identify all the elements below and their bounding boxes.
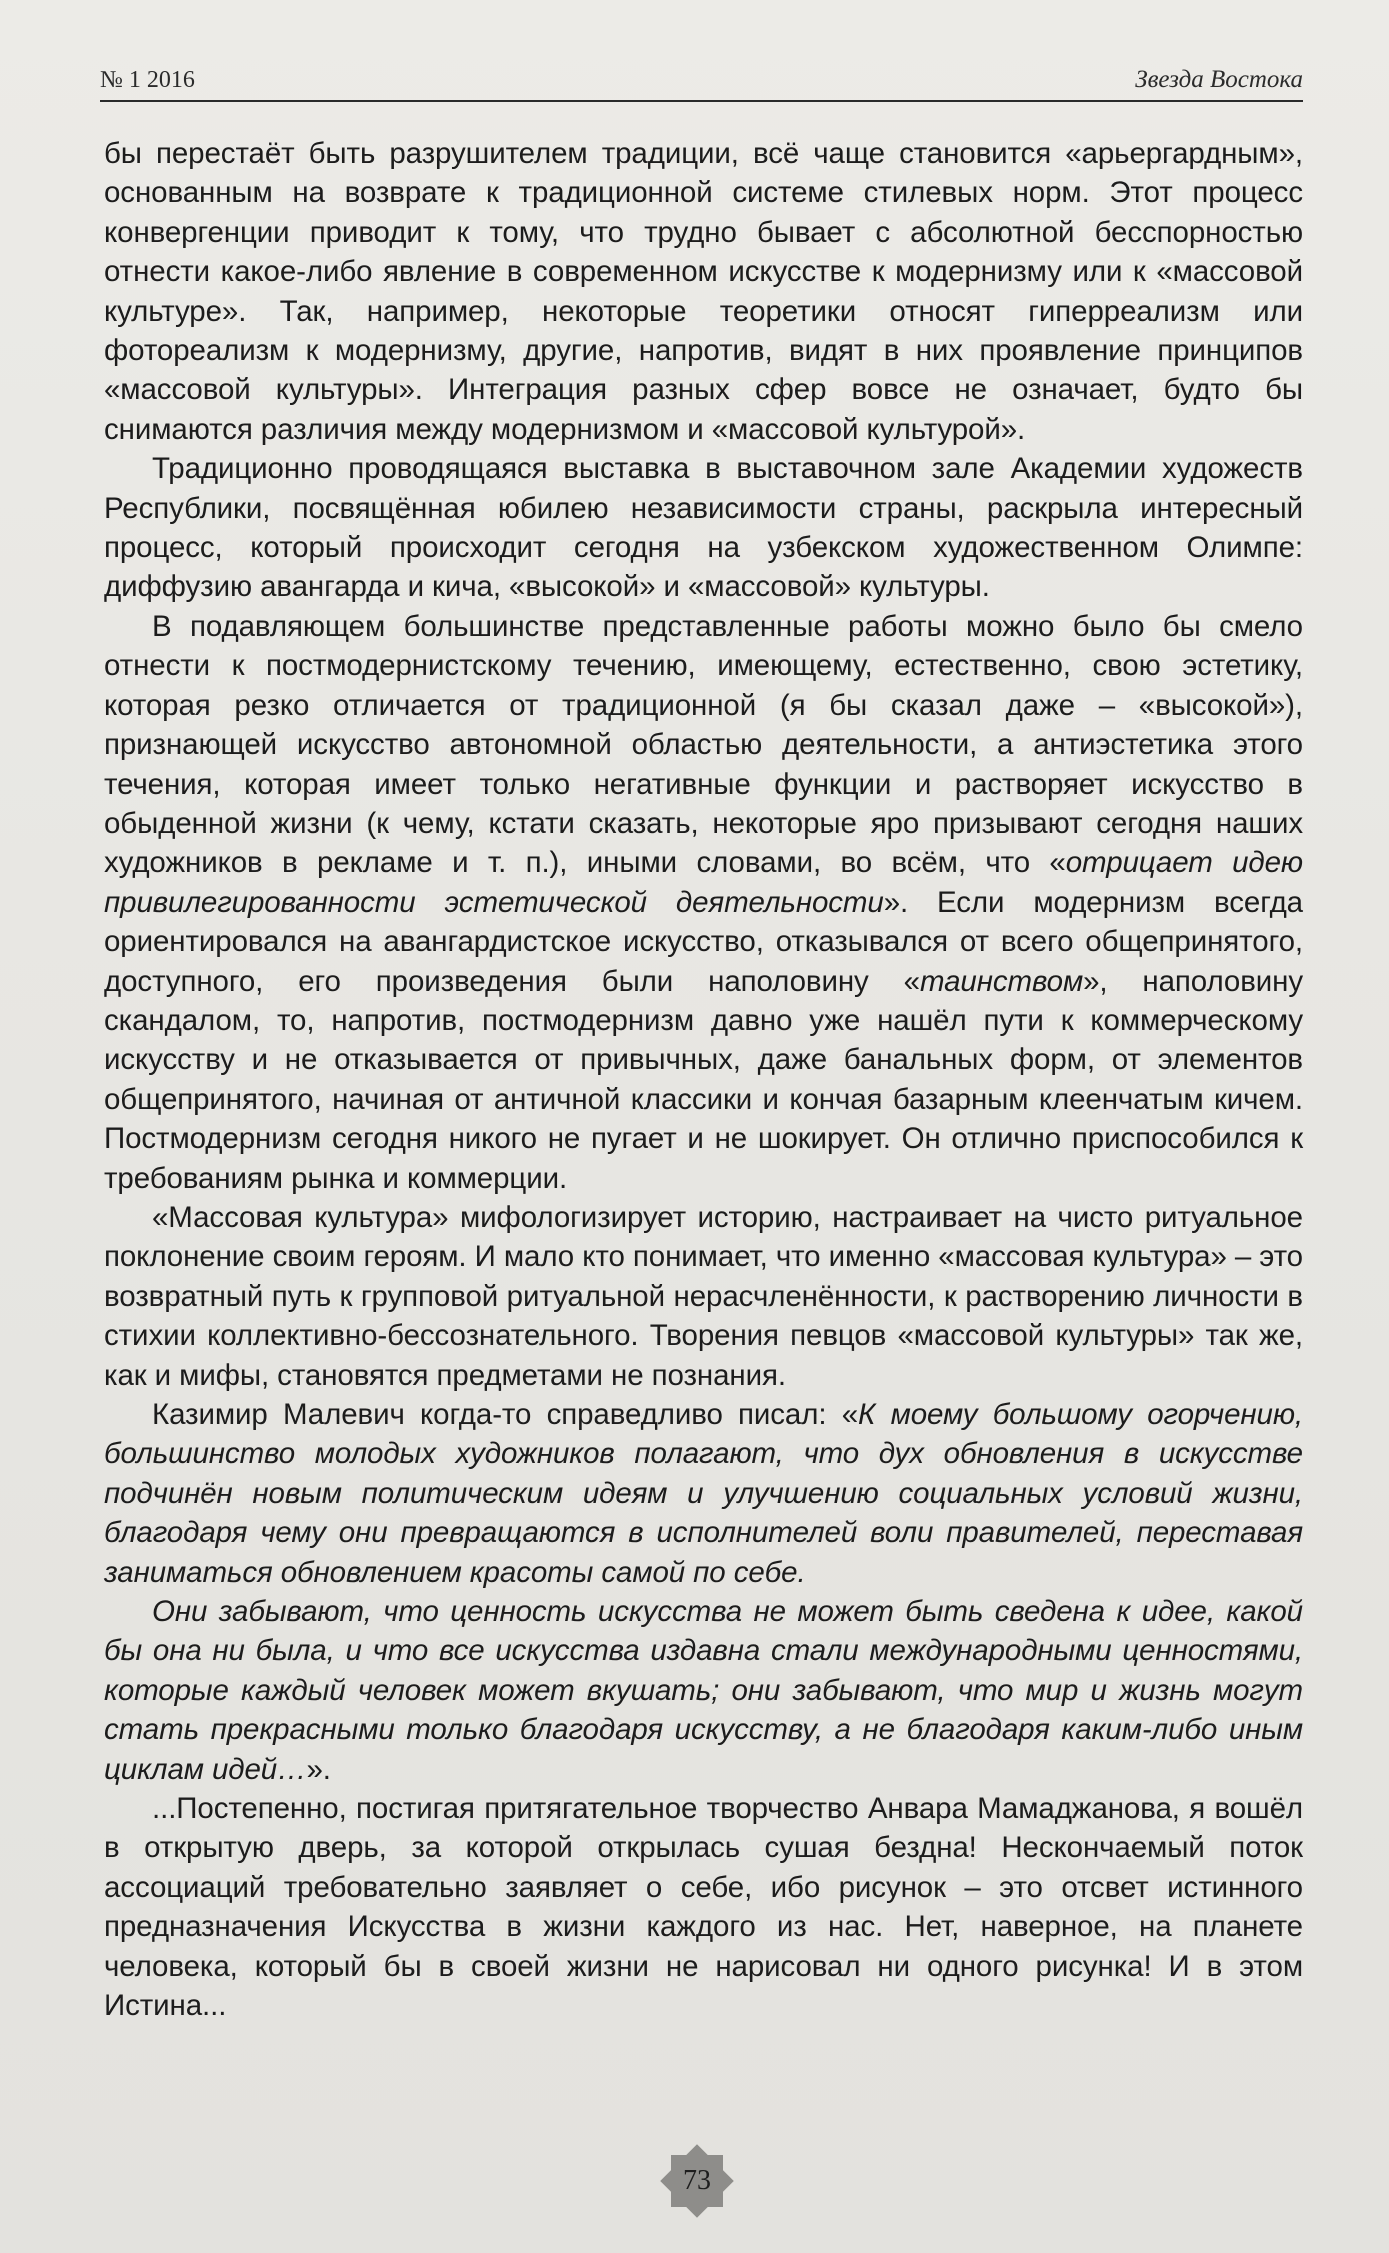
- paragraph-2: Традиционно проводящаяся выставка в выставочном зале Академии художеств Республики, посвящённая юбилею независимости страны, раскрыла интересный процесс, который происходит сегодня на узбекском художественном Олимпе: диффузию авангарда и кича, «высокой» и «массовой» культуры.: [104, 452, 1303, 604]
- paragraph-3: [104, 607, 1303, 1198]
- paragraph-3-quote: отрицает идею привилегированности эстетической деятельности: [104, 846, 1303, 919]
- paragraph-6-close: ».: [306, 1752, 331, 1786]
- page-number-badge: [660, 2144, 734, 2218]
- paragraph-3-italic-word: таинством: [919, 964, 1084, 998]
- issue-number: № 1 2016: [100, 67, 195, 93]
- paragraph-3-text-e: », наполовину скандалом, то, напротив, постмодернизм давно уже нашёл пути к коммерческому искусству и не отказывается от привычных, даже банальных форм, от элементов общепринятого, начиная от античной классики и кончая базарным клеенчатым кичем. Постмодернизм сегодня никого не пугает и не шокирует. Он отлично приспособился к требованиям рынка и коммерции.: [104, 964, 1303, 1195]
- article-body: [104, 134, 1303, 2026]
- paragraph-4: «Массовая культура» мифологизирует историю, настраивает на чисто ритуальное поклонение своим героям. И мало кто понимает, что именно «массовая культура» – это возвратный путь к групповой ритуальной нерасчленённости, к растворению личности в стихии коллективно-бессознательного. Творения певцов «массовой культуры» так же, как и мифы, становятся предметами не познания.: [104, 1200, 1303, 1392]
- journal-title: Звезда Востока: [1135, 66, 1303, 93]
- paragraph-1: бы перестаёт быть разрушителем традиции, всё чаще становится «арьергардным», основанным на возврате к традиционной системе стилевых норм. Этот процесс конвергенции приводит к тому, что трудно бывает с абсолютной бесспорностью отнести какое-либо явление в современном искусстве к модернизму или к «массовой культуре». Так, например, некоторые теоретики относят гиперреализм или фотореализм к модернизму, другие, напротив, видят в них проявление принципов «массовой культуры». Интеграция разных сфер вовсе не означает, будто бы снимаются различия между модернизмом и «массовой культурой».: [104, 137, 1303, 446]
- paragraph-6: [104, 1592, 1303, 1789]
- paragraph-3-text-a: В подавляющем большинстве представленные работы можно было бы смело отнести к постмодернистскому течению, имеющему, естественно, свою эстетику, которая резко отличается от традиционной (я бы сказал даже – «высокой»), признающей искусство автономной областью деятельности, а антиэстетика этого течения, которая имеет только негативные функции и растворяет искусство в обыденной жизни (к чему, кстати сказать, некоторые яро призывают сегодня наших художников в рекламе и т. п.), иными словами, во всём, что «: [104, 609, 1303, 880]
- malevich-quote-2: Они забывают, что ценность искусства не может быть сведена к идее, какой бы она ни была, и что все искусства издавна стали международными ценностями, которые каждый человек может вкушать; они забывают, что мир и жизнь могут стать прекрасными только благодаря искусству, а не благодаря каким-либо иным циклам идей…: [104, 1595, 1303, 1786]
- paragraph-5-intro: Казимир Малевич когда-то справедливо писал: «: [152, 1398, 859, 1431]
- malevich-quote-1: К моему большому огорчению, большинство молодых художников полагают, что дух обновления в искусстве подчинён новым политическим идеям и улучшению социальных условий жизни, благодаря чему они превращаются в исполнителей воли правителей, переставая заниматься обновлением красоты самой по себе.: [104, 1398, 1304, 1589]
- paragraph-3-text-c: ». Если модернизм всегда ориентировался на авангардистское искусство, отказывался от всего общепринятого, доступного, его произведения были наполовину «: [104, 885, 1303, 998]
- paragraph-5: [104, 1395, 1303, 1592]
- paragraph-7: ...Постепенно, постигая притягательное творчество Анвара Мамаджанова, я вошёл в открытую дверь, за которой открылась сушая бездна! Нескончаемый поток ассоциаций требовательно заявляет о себе, ибо рисунок – это отсвет истинного предназначения Искусства в жизни каждого из нас. Нет, наверное, на планете человека, который бы в своей жизни не нарисовал ни одного рисунка! И в этом Истина...: [104, 1792, 1303, 2023]
- running-header: [100, 56, 1303, 102]
- page-number: 73: [683, 2165, 711, 2196]
